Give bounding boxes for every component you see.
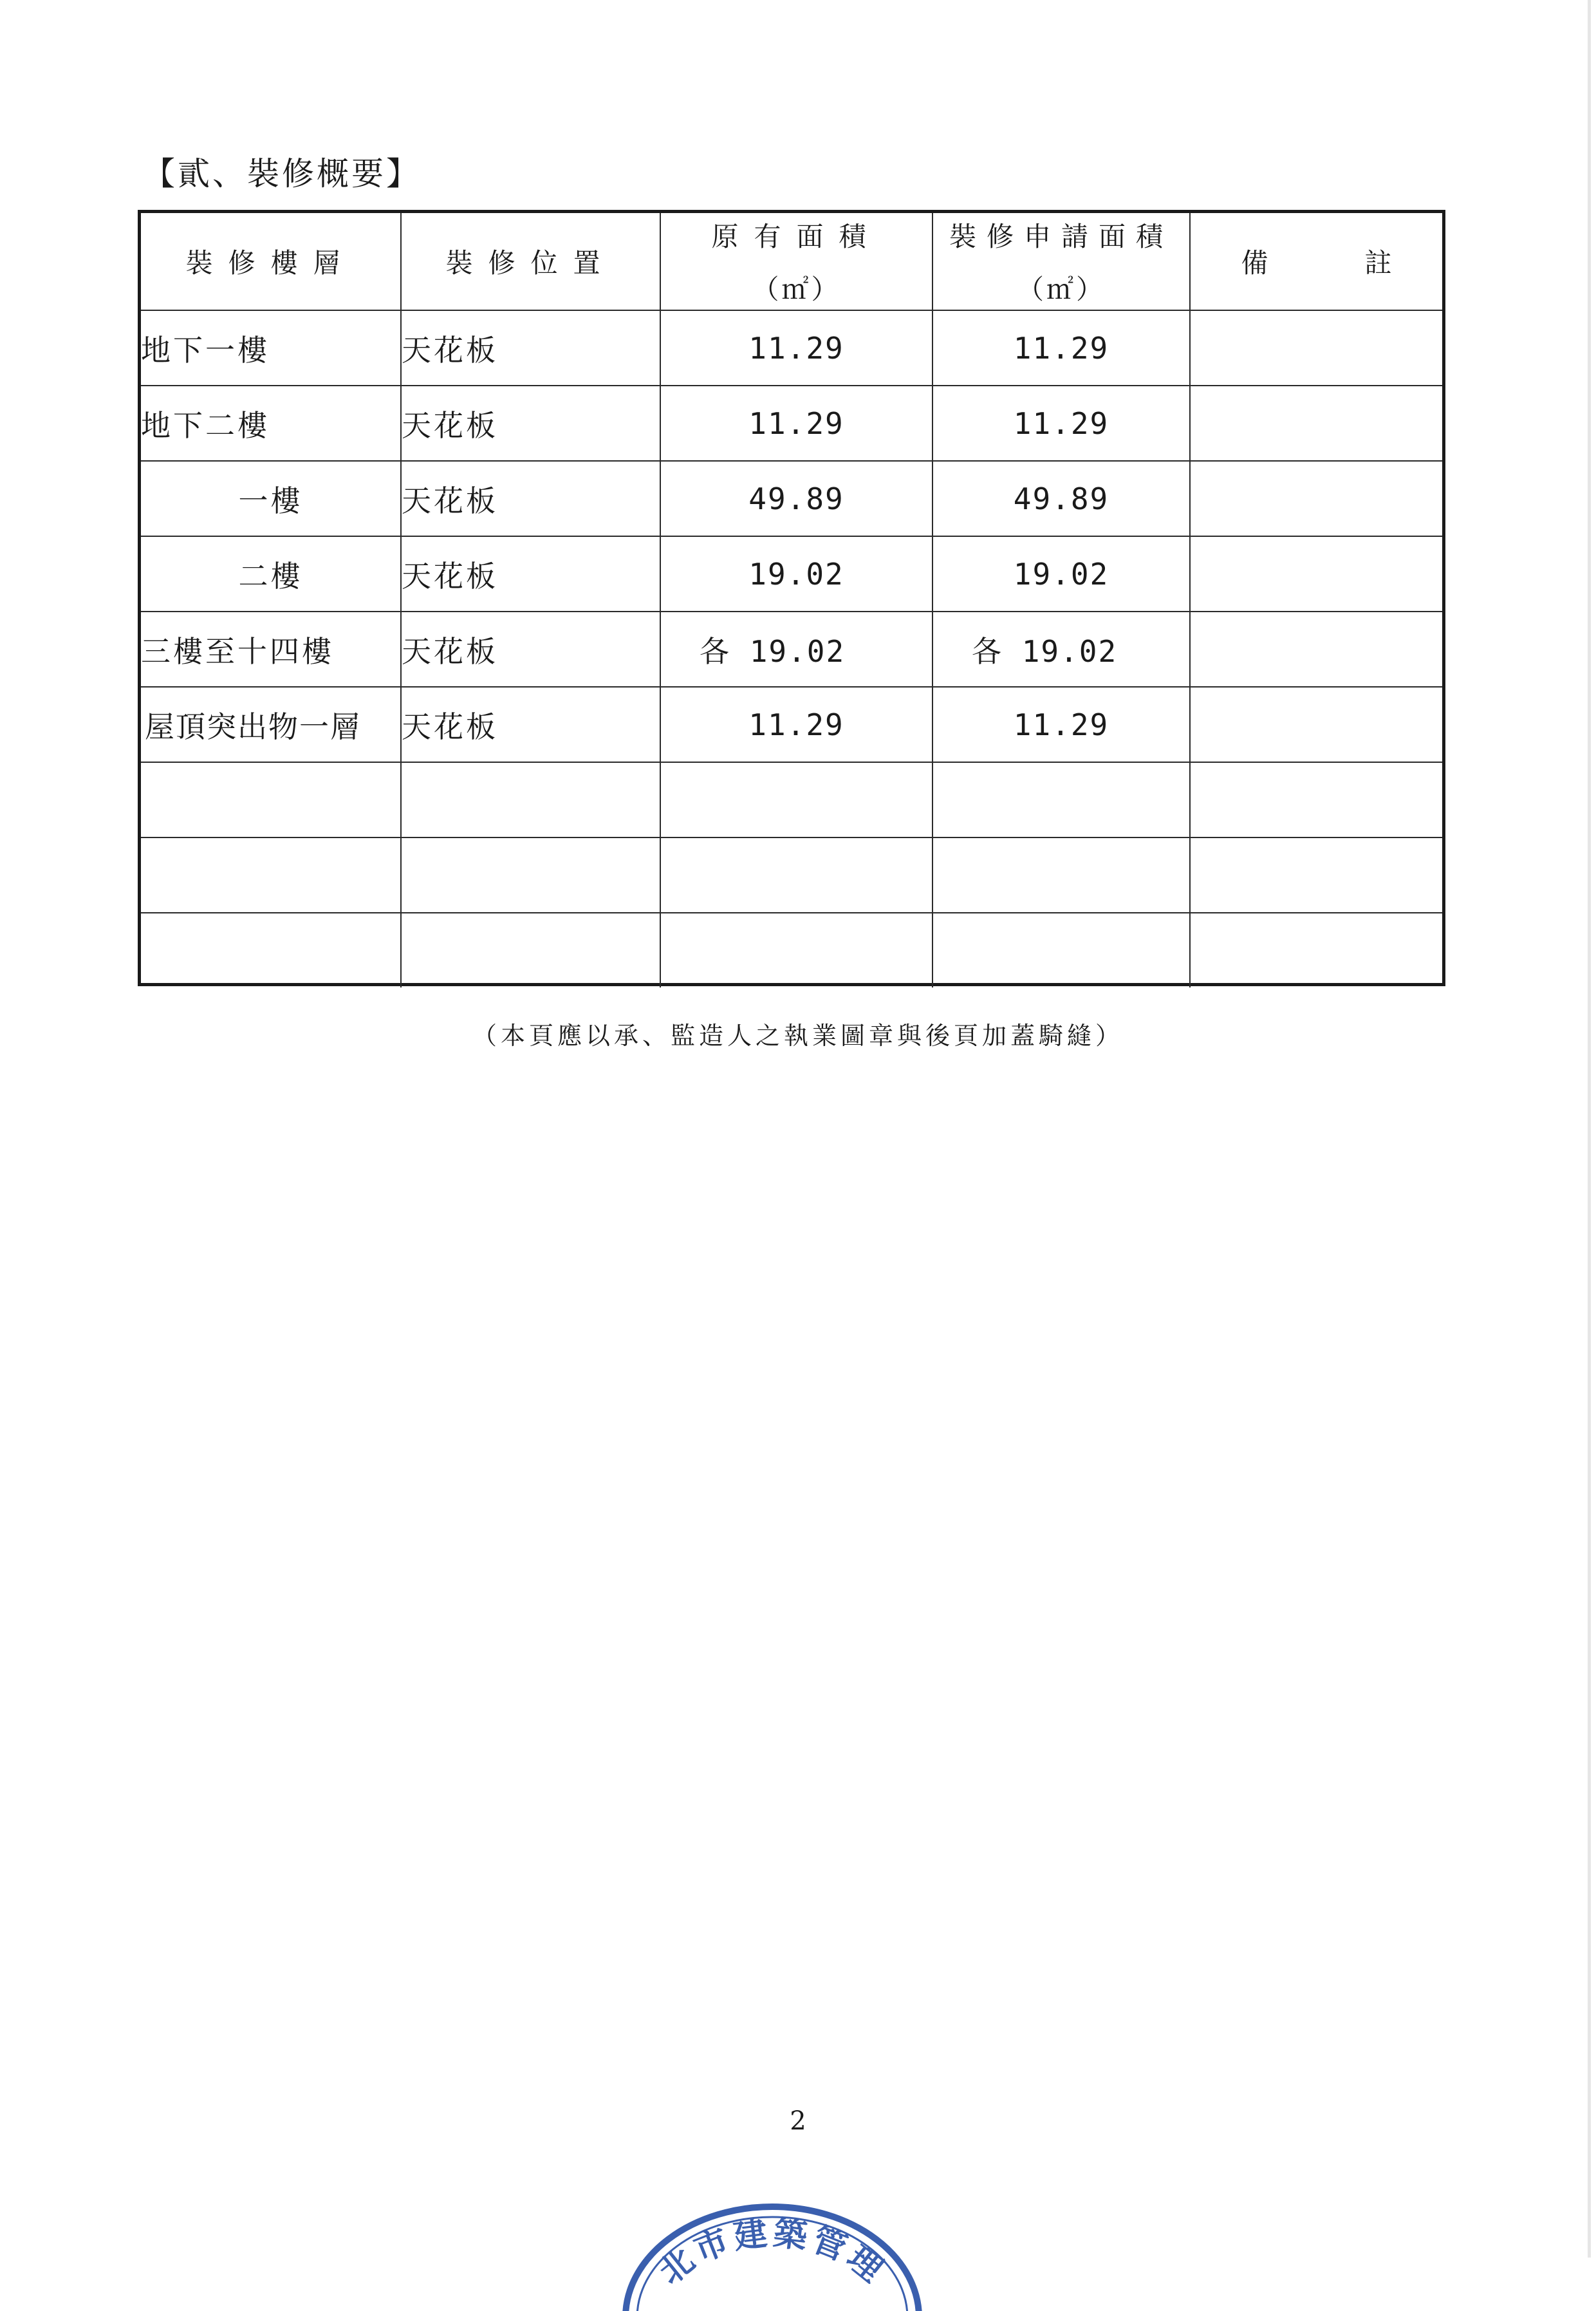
location-cell: 天花板 bbox=[401, 386, 660, 461]
floor-cell: 地下二樓 bbox=[141, 386, 401, 461]
original-area-cell: 19.02 bbox=[660, 536, 933, 612]
table-row bbox=[141, 762, 1442, 837]
remarks-cell bbox=[1190, 461, 1442, 536]
original-area-cell: 11.29 bbox=[660, 687, 933, 762]
table-row bbox=[141, 386, 1442, 461]
page-number: 2 bbox=[790, 2106, 806, 2136]
summary-grid bbox=[141, 213, 1442, 987]
floor-cell: 三樓至十四樓 bbox=[141, 612, 401, 687]
header-original-area-unit: （㎡） bbox=[752, 274, 841, 305]
table-row bbox=[141, 913, 1442, 987]
original-area-cell: 49.89 bbox=[660, 461, 933, 536]
remarks-cell bbox=[1190, 386, 1442, 461]
remarks-cell bbox=[1190, 913, 1442, 987]
original-area-cell bbox=[660, 913, 933, 987]
remarks-cell bbox=[1190, 687, 1442, 762]
applied-area-cell bbox=[933, 762, 1190, 837]
applied-area-cell: 11.29 bbox=[933, 687, 1190, 762]
location-cell bbox=[401, 913, 660, 987]
remarks-cell bbox=[1190, 536, 1442, 612]
official-seal-stamp bbox=[618, 2195, 927, 2311]
floor-cell: 屋頂突出物一層 bbox=[141, 687, 401, 762]
table-row bbox=[141, 612, 1442, 687]
original-area-cell: 11.29 bbox=[660, 310, 933, 386]
location-cell: 天花板 bbox=[401, 461, 660, 536]
section-title: 【貳、裝修概要】 bbox=[143, 155, 421, 192]
applied-area-cell bbox=[933, 913, 1190, 987]
floor-cell: 二樓 bbox=[141, 536, 401, 612]
original-area-cell bbox=[660, 762, 933, 837]
floor-cell: 一樓 bbox=[141, 461, 401, 536]
header-applied-area: 裝修申請面積 （㎡） bbox=[933, 213, 1190, 310]
page-edge bbox=[1588, 0, 1591, 2258]
location-cell: 天花板 bbox=[401, 612, 660, 687]
applied-area-cell: 11.29 bbox=[933, 310, 1190, 386]
original-area-cell: 11.29 bbox=[660, 386, 933, 461]
remarks-cell bbox=[1190, 310, 1442, 386]
floor-cell bbox=[141, 762, 401, 837]
table-row bbox=[141, 536, 1442, 612]
location-cell: 天花板 bbox=[401, 310, 660, 386]
location-cell bbox=[401, 762, 660, 837]
applied-area-cell: 49.89 bbox=[933, 461, 1190, 536]
header-applied-area-unit: （㎡） bbox=[1016, 274, 1106, 305]
remarks-cell bbox=[1190, 762, 1442, 837]
remarks-cell bbox=[1190, 612, 1442, 687]
table-row bbox=[141, 687, 1442, 762]
seal-instruction-note: （本頁應以承、監造人之執業圖章與後頁加蓋騎縫） bbox=[472, 1022, 1124, 1050]
table-row bbox=[141, 310, 1442, 386]
floor-cell bbox=[141, 837, 401, 913]
header-original-area: 原有面積 （㎡） bbox=[660, 213, 933, 310]
renovation-summary-table bbox=[138, 210, 1445, 986]
original-area-cell: 各 19.02 bbox=[660, 612, 933, 687]
seal-text-path: 北市建築管理 bbox=[651, 2213, 894, 2292]
original-area-cell bbox=[660, 837, 933, 913]
header-floor: 裝修樓層 bbox=[141, 213, 401, 310]
location-cell: 天花板 bbox=[401, 687, 660, 762]
floor-cell: 地下一樓 bbox=[141, 310, 401, 386]
floor-cell bbox=[141, 913, 401, 987]
header-remarks: 備 註 bbox=[1190, 213, 1442, 310]
applied-area-cell bbox=[933, 837, 1190, 913]
table-row bbox=[141, 837, 1442, 913]
header-row bbox=[141, 213, 1442, 310]
applied-area-cell: 19.02 bbox=[933, 536, 1190, 612]
location-cell bbox=[401, 837, 660, 913]
location-cell: 天花板 bbox=[401, 536, 660, 612]
remarks-cell bbox=[1190, 837, 1442, 913]
table-row bbox=[141, 461, 1442, 536]
applied-area-cell: 各 19.02 bbox=[933, 612, 1190, 687]
header-location: 裝修位置 bbox=[401, 213, 660, 310]
applied-area-cell: 11.29 bbox=[933, 386, 1190, 461]
